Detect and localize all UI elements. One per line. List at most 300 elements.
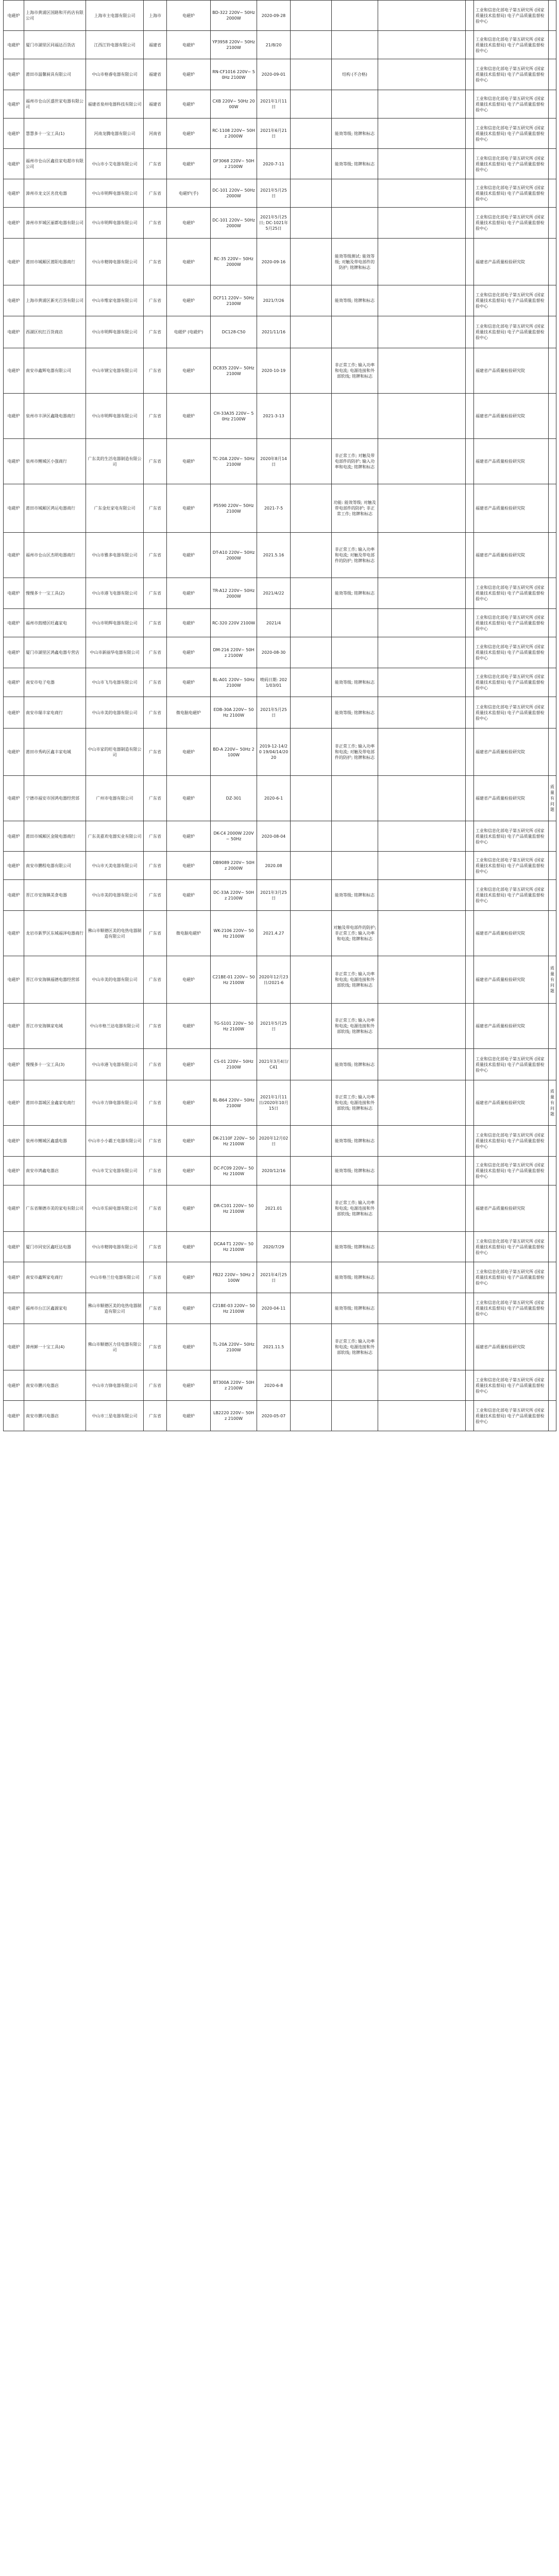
model-spec-cell: CH-33A35 220V~ 50Hz 2100W — [211, 394, 257, 439]
inspection-agency-cell: 工业和信息化部电子第五研究所 (国家质量技术监督局) 电子产品质量监督检验中心 — [474, 697, 549, 728]
product-cell: 电磁炉 — [4, 31, 24, 59]
region-cell: 广东省 — [144, 179, 167, 208]
manufacturer-cell: 中山市乐厨电器有限公司 — [86, 1185, 144, 1232]
product-name-cell: 电磁炉 — [167, 239, 211, 285]
region-cell: 广东省 — [144, 1157, 167, 1185]
seller-cell: 南安市瑞丰家电商行 — [24, 697, 86, 728]
product-name-cell: 电磁炉 — [167, 880, 211, 911]
failed-items-cell: 能效等级; 铭牌和标志 — [332, 880, 378, 911]
remark-cell — [549, 59, 556, 90]
product-name-cell: 电磁炉 — [167, 1370, 211, 1401]
brand-cell — [291, 533, 332, 578]
seller-cell: 上海市黄浦区国路和开药店有限公司 — [24, 1, 86, 31]
blank-cell — [466, 31, 474, 59]
remark-cell — [549, 852, 556, 880]
blank-cell — [466, 880, 474, 911]
brand-cell — [291, 956, 332, 1004]
inspection-agency-cell: 工业和信息化部电子第五研究所 (国家质量技术监督局) 电子产品质量监督检验中心 — [474, 609, 549, 637]
brand-cell — [291, 821, 332, 852]
manufacturer-cell: 广州市电器有限公司 — [86, 776, 144, 821]
blank-cell — [466, 1232, 474, 1262]
seller-cell: 龙岩市新罗区东城福泽电器商行 — [24, 911, 86, 956]
model-spec-cell: DR-C101 220V~ 50Hz 2100W — [211, 1185, 257, 1232]
blank-cell — [466, 1, 474, 31]
region-cell: 广东省 — [144, 956, 167, 1004]
manufacturer-cell: 江西江铃电器有限公司 — [86, 31, 144, 59]
product-name-cell: 电磁炉 — [167, 1049, 211, 1080]
product-name-cell: 电磁炉 — [167, 533, 211, 578]
model-spec-cell: TR-A12 220V~ 50Hz 2000W — [211, 578, 257, 609]
seller-cell: 广东省顺德市美的家电有限公司 — [24, 1185, 86, 1232]
remark-cell — [549, 1293, 556, 1324]
product-name-cell: 电磁炉 — [167, 852, 211, 880]
manufacturer-cell: 中山市维家电器有限公司 — [86, 285, 144, 316]
table-row — [4, 1401, 556, 1431]
failed-items-detail-cell — [378, 1049, 466, 1080]
blank-cell — [466, 439, 474, 484]
product-name-cell: 电磁炉 — [167, 1126, 211, 1157]
manufacturer-cell: 福建省泉州电器科技有限公司 — [86, 90, 144, 118]
brand-cell — [291, 1324, 332, 1370]
inspection-agency-cell: 工业和信息化部电子第五研究所 (国家质量技术监督局) 电子产品质量监督检验中心 — [474, 1232, 549, 1262]
failed-items-detail-cell — [378, 821, 466, 852]
inspection-agency-cell: 福建省产品质量检验研究院 — [474, 239, 549, 285]
table-row — [4, 239, 556, 285]
product-name-cell: 电磁炉 — [167, 1157, 211, 1185]
blank-cell — [466, 956, 474, 1004]
failed-items-detail-cell — [378, 31, 466, 59]
inspection-agency-cell: 工业和信息化部电子第五研究所 (国家质量技术监督局) 电子产品质量监督检验中心 — [474, 578, 549, 609]
model-spec-cell: DB9089 220V~ 50Hz 2000W — [211, 852, 257, 880]
failed-items-cell: 非正常工作; 输入功率和电流; 电源连接和外部软线; 铭牌和标志 — [332, 348, 378, 394]
failed-items-cell — [332, 1401, 378, 1431]
region-cell: 广东省 — [144, 1049, 167, 1080]
production-date-cell: 2020-08-04 — [257, 821, 291, 852]
region-cell: 广东省 — [144, 1004, 167, 1049]
blank-cell — [466, 637, 474, 668]
model-spec-cell: TC-20A 220V~ 50Hz 2100W — [211, 439, 257, 484]
table-row — [4, 484, 556, 533]
product-name-cell: 电磁炉 — [167, 348, 211, 394]
manufacturer-cell: 中山市艾宝电器有限公司 — [86, 1157, 144, 1185]
seller-cell: 厦门市湖里区同福达百货店 — [24, 31, 86, 59]
seller-cell: 晋江市安海镇家电城 — [24, 1004, 86, 1049]
remark-cell — [549, 31, 556, 59]
table-row — [4, 697, 556, 728]
seller-cell: 厦门市同安区鑫旺达电器 — [24, 1232, 86, 1262]
manufacturer-cell: 中山市明辉电器有限公司 — [86, 609, 144, 637]
brand-cell — [291, 118, 332, 149]
remark-cell — [549, 1401, 556, 1431]
blank-cell — [466, 394, 474, 439]
manufacturer-cell: 中山市精铸电器有限公司 — [86, 1232, 144, 1262]
remark-cell — [549, 911, 556, 956]
model-spec-cell: CXB 220V~ 50Hz 2000W — [211, 90, 257, 118]
inspection-agency-cell: 福建省产品质量检验研究院 — [474, 728, 549, 776]
seller-cell: 南安市鑫辉电器有限公司 — [24, 348, 86, 394]
brand-cell — [291, 208, 332, 239]
brand-cell — [291, 1232, 332, 1262]
failed-items-detail-cell — [378, 578, 466, 609]
product-cell: 电磁炉 — [4, 728, 24, 776]
production-date-cell: 2020-6-1 — [257, 776, 291, 821]
blank-cell — [466, 1185, 474, 1232]
model-spec-cell: BL-B64 220V~ 50Hz 2100W — [211, 1080, 257, 1126]
seller-cell: 莆田市城厢区鸿运电器商行 — [24, 484, 86, 533]
product-cell: 电磁炉 — [4, 821, 24, 852]
blank-cell — [466, 484, 474, 533]
seller-cell: 慢慢多十一宝工具(2) — [24, 578, 86, 609]
failed-items-detail-cell — [378, 1401, 466, 1431]
failed-items-detail-cell — [378, 668, 466, 697]
table-row — [4, 728, 556, 776]
brand-cell — [291, 578, 332, 609]
product-cell: 电磁炉 — [4, 90, 24, 118]
remark-cell — [549, 316, 556, 348]
seller-cell: 上海市黄浦区新光百货有限公司 — [24, 285, 86, 316]
failed-items-cell: 非正常工作; 输入功率和电流; 对触及带电部件的防护; 铭牌和标志 — [332, 728, 378, 776]
failed-items-detail-cell — [378, 90, 466, 118]
remark-cell — [549, 439, 556, 484]
remark-cell — [549, 728, 556, 776]
failed-items-detail-cell — [378, 776, 466, 821]
production-date-cell: 2020-10-19 — [257, 348, 291, 394]
remark-cell — [549, 118, 556, 149]
failed-items-detail-cell — [378, 1370, 466, 1401]
remark-cell — [549, 637, 556, 668]
inspection-agency-cell: 工业和信息化部电子第五研究所 (国家质量技术监督局) 电子产品质量监督检验中心 — [474, 59, 549, 90]
failed-items-cell: 对触及带电部件的防护; 非正常工作; 输入功率和电流; 铭牌和标志 — [332, 911, 378, 956]
brand-cell — [291, 1049, 332, 1080]
product-name-cell: 电磁炉 — [167, 728, 211, 776]
failed-items-cell — [332, 637, 378, 668]
product-cell: 电磁炉 — [4, 149, 24, 179]
seller-cell: 晋江市安海镇美食电器 — [24, 880, 86, 911]
production-date-cell: 2021年5月25日; DC-1021年5月25日 — [257, 208, 291, 239]
region-cell: 广东省 — [144, 316, 167, 348]
product-cell: 电磁炉 — [4, 1004, 24, 1049]
manufacturer-cell: 中山市港飞电器有限公司 — [86, 1049, 144, 1080]
product-cell: 电磁炉 — [4, 668, 24, 697]
inspection-agency-cell: 福建省产品质量检验研究院 — [474, 394, 549, 439]
table-row — [4, 285, 556, 316]
inspection-agency-cell: 工业和信息化部电子第五研究所 (国家质量技术监督局) 电子产品质量监督检验中心 — [474, 637, 549, 668]
region-cell: 广东省 — [144, 1126, 167, 1157]
production-date-cell: 2020-09-28 — [257, 1, 291, 31]
seller-cell: 泉州市丰泽区鑫隆电器商行 — [24, 394, 86, 439]
inspection-agency-cell: 工业和信息化部电子第五研究所 (国家质量技术监督局) 电子产品质量监督检验中心 — [474, 668, 549, 697]
remark-cell: 质量有问题 — [549, 956, 556, 1004]
product-cell: 电磁炉 — [4, 59, 24, 90]
model-spec-cell: DC-101 220V~ 50Hz 2000W — [211, 208, 257, 239]
failed-items-detail-cell — [378, 956, 466, 1004]
region-cell: 广东省 — [144, 1185, 167, 1232]
model-spec-cell: C21BE-01 220V~ 50Hz 2100W — [211, 956, 257, 1004]
product-cell: 电磁炉 — [4, 1049, 24, 1080]
blank-cell — [466, 821, 474, 852]
model-spec-cell: BD-322 220V~ 50Hz 2000W — [211, 1, 257, 31]
product-cell: 电磁炉 — [4, 1080, 24, 1126]
product-cell: 电磁炉 — [4, 637, 24, 668]
inspection-agency-cell: 福建省产品质量检验研究院 — [474, 911, 549, 956]
product-cell: 电磁炉 — [4, 239, 24, 285]
production-date-cell: 21/8/20 — [257, 31, 291, 59]
blank-cell — [466, 578, 474, 609]
model-spec-cell: DZ-301 — [211, 776, 257, 821]
inspection-agency-cell: 工业和信息化部电子第五研究所 (国家质量技术监督局) 电子产品质量监督检验中心 — [474, 149, 549, 179]
production-date-cell: 2021年6月21日 — [257, 118, 291, 149]
region-cell: 上海市 — [144, 1, 167, 31]
product-name-cell: 电磁炉 — [167, 668, 211, 697]
production-date-cell: 2021年3月4日/C41 — [257, 1049, 291, 1080]
brand-cell — [291, 911, 332, 956]
failed-items-detail-cell — [378, 1262, 466, 1293]
seller-cell: 南安市鑫辉家电商行 — [24, 1262, 86, 1293]
table-row — [4, 1370, 556, 1401]
production-date-cell: 2020/7/29 — [257, 1232, 291, 1262]
inspection-agency-cell: 福建省产品质量检验研究院 — [474, 1004, 549, 1049]
product-cell: 电磁炉 — [4, 852, 24, 880]
production-date-cell: 2021/7/26 — [257, 285, 291, 316]
inspection-agency-cell: 工业和信息化部电子第五研究所 (国家质量技术监督局) 电子产品质量监督检验中心 — [474, 118, 549, 149]
production-date-cell: 2021.5.16 — [257, 533, 291, 578]
failed-items-detail-cell — [378, 484, 466, 533]
table-row — [4, 1324, 556, 1370]
inspection-agency-cell: 福建省产品质量检验研究院 — [474, 348, 549, 394]
brand-cell — [291, 285, 332, 316]
seller-cell: 慧慧多十一宝工具(1) — [24, 118, 86, 149]
product-cell: 电磁炉 — [4, 316, 24, 348]
product-name-cell: 电磁炉 — [167, 149, 211, 179]
inspection-agency-cell: 福建省产品质量检验研究院 — [474, 956, 549, 1004]
manufacturer-cell: 中山市小小霸王电器有限公司 — [86, 1126, 144, 1157]
region-cell: 广东省 — [144, 1324, 167, 1370]
table-row — [4, 668, 556, 697]
inspection-agency-cell: 工业和信息化部电子第五研究所 (国家质量技术监督局) 电子产品质量监督检验中心 — [474, 179, 549, 208]
failed-items-detail-cell — [378, 1185, 466, 1232]
product-name-cell: 电磁炉 — [167, 439, 211, 484]
production-date-cell: 2021年1月11日/2020年10月15日 — [257, 1080, 291, 1126]
failed-items-cell: 非正常工作; 输入功率和电流; 电源连接和外部软线; 铭牌和标志 — [332, 1324, 378, 1370]
brand-cell — [291, 1157, 332, 1185]
brand-cell — [291, 348, 332, 394]
production-date-cell: 2021/4/22 — [257, 578, 291, 609]
blank-cell — [466, 776, 474, 821]
model-spec-cell: DC835 220V~ 50Hz 2100W — [211, 348, 257, 394]
seller-cell: 福州市仓山区杰明电器商行 — [24, 533, 86, 578]
product-cell: 电磁炉 — [4, 880, 24, 911]
blank-cell — [466, 348, 474, 394]
blank-cell — [466, 59, 474, 90]
region-cell: 河南省 — [144, 118, 167, 149]
inspection-agency-cell: 福建省产品质量检验研究院 — [474, 1080, 549, 1126]
failed-items-detail-cell — [378, 911, 466, 956]
blank-cell — [466, 179, 474, 208]
product-cell: 电磁炉 — [4, 439, 24, 484]
product-cell: 电磁炉 — [4, 394, 24, 439]
region-cell: 广东省 — [144, 1293, 167, 1324]
failed-items-detail-cell — [378, 394, 466, 439]
seller-cell: 莆田市秀屿区鑫丰家电城 — [24, 728, 86, 776]
region-cell: 广东省 — [144, 880, 167, 911]
brand-cell — [291, 697, 332, 728]
failed-items-detail-cell — [378, 439, 466, 484]
brand-cell — [291, 880, 332, 911]
manufacturer-cell: 中山市格睿电器有限公司 — [86, 59, 144, 90]
model-spec-cell: TG-S101 220V~ 50Hz 2100W — [211, 1004, 257, 1049]
remark-cell — [549, 394, 556, 439]
failed-items-cell: 能效等级; 铭牌和标志 — [332, 118, 378, 149]
seller-cell: 莆田市城厢区金陵电器商行 — [24, 821, 86, 852]
seller-cell: 宁德市福安市国鸿电器经营部 — [24, 776, 86, 821]
inspection-agency-cell: 工业和信息化部电子第五研究所 (国家质量技术监督局) 电子产品质量监督检验中心 — [474, 316, 549, 348]
failed-items-cell: 能效等级; 铭牌和标志 — [332, 578, 378, 609]
table-row — [4, 776, 556, 821]
seller-cell: 西湖区杭红百货商店 — [24, 316, 86, 348]
failed-items-detail-cell — [378, 1080, 466, 1126]
failed-items-cell: 能效等级; 铭牌和标志 — [332, 1232, 378, 1262]
failed-items-cell: 能效等级; 铭牌和标志 — [332, 149, 378, 179]
table-row — [4, 149, 556, 179]
failed-items-detail-cell — [378, 179, 466, 208]
product-name-cell: 电磁炉 — [167, 1293, 211, 1324]
production-date-cell: 2020年12月02日 — [257, 1126, 291, 1157]
table-row — [4, 1185, 556, 1232]
manufacturer-cell: 中山市明辉电器有限公司 — [86, 179, 144, 208]
production-date-cell: 2020-08-30 — [257, 637, 291, 668]
blank-cell — [466, 239, 474, 285]
product-name-cell: 电磁炉(手) — [167, 179, 211, 208]
table-row — [4, 1126, 556, 1157]
inspection-agency-cell: 工业和信息化部电子第五研究所 (国家质量技术监督局) 电子产品质量监督检验中心 — [474, 1, 549, 31]
brand-cell — [291, 1126, 332, 1157]
product-cell: 电磁炉 — [4, 1157, 24, 1185]
blank-cell — [466, 1080, 474, 1126]
remark-cell — [549, 1004, 556, 1049]
failed-items-detail-cell — [378, 637, 466, 668]
manufacturer-cell: 佛山市顺德区美的电热电器制造有限公司 — [86, 911, 144, 956]
model-spec-cell: C21BE-03 220V~ 50Hz 2100W — [211, 1293, 257, 1324]
production-date-cell: 2020/12/16 — [257, 1157, 291, 1185]
model-spec-cell: RN-CF1016 220V~ 50Hz 2100W — [211, 59, 257, 90]
manufacturer-cell: 中山市家的旺电器制造有限公司 — [86, 728, 144, 776]
product-name-cell: 电磁炉 — [167, 1080, 211, 1126]
failed-items-cell: 能效等级; 铭牌和标志 — [332, 1157, 378, 1185]
product-name-cell: 电磁炉 — [167, 394, 211, 439]
remark-cell — [549, 578, 556, 609]
manufacturer-cell: 中山市力锋电器有限公司 — [86, 1080, 144, 1126]
inspection-agency-cell: 福建省产品质量检验研究院 — [474, 776, 549, 821]
table-row — [4, 533, 556, 578]
region-cell: 广东省 — [144, 1080, 167, 1126]
product-cell: 电磁炉 — [4, 1401, 24, 1431]
inspection-agency-cell: 福建省产品质量检验研究院 — [474, 1324, 549, 1370]
table-body — [4, 1, 556, 1431]
manufacturer-cell: 中山市天美电器有限公司 — [86, 852, 144, 880]
manufacturer-cell: 上海市主电器有限公司 — [86, 1, 144, 31]
manufacturer-cell: 中山市格兰达电器有限公司 — [86, 1004, 144, 1049]
brand-cell — [291, 90, 332, 118]
product-name-cell: 电磁炉 — [167, 1, 211, 31]
product-cell: 电磁炉 — [4, 1293, 24, 1324]
failed-items-cell: 能效等级; 铭牌和标志 — [332, 668, 378, 697]
blank-cell — [466, 533, 474, 578]
manufacturer-cell: 中山市精铸电器有限公司 — [86, 239, 144, 285]
region-cell: 广东省 — [144, 533, 167, 578]
seller-cell: 慢慢多十一宝工具(3) — [24, 1049, 86, 1080]
production-date-cell: 2021年5月25日 — [257, 1004, 291, 1049]
product-cell: 电磁炉 — [4, 533, 24, 578]
region-cell: 广东省 — [144, 1262, 167, 1293]
manufacturer-cell: 中山市钢宝电器有限公司 — [86, 348, 144, 394]
remark-cell — [549, 149, 556, 179]
brand-cell — [291, 31, 332, 59]
product-cell: 电磁炉 — [4, 1370, 24, 1401]
failed-items-detail-cell — [378, 149, 466, 179]
region-cell: 广东省 — [144, 149, 167, 179]
failed-items-cell: 非正常工作; 输入功率和电流; 电源连接和外部软线; 铭牌和标志 — [332, 1004, 378, 1049]
failed-items-detail-cell — [378, 533, 466, 578]
manufacturer-cell: 广东美嘉欢电器实业有限公司 — [86, 821, 144, 852]
model-spec-cell: FB22 220V~ 50Hz 2100W — [211, 1262, 257, 1293]
manufacturer-cell: 中山市美的电器有限公司 — [86, 697, 144, 728]
product-cell: 电磁炉 — [4, 1, 24, 31]
failed-items-detail-cell — [378, 239, 466, 285]
seller-cell: 漳州市芗城区丽都电器有限公司 — [24, 208, 86, 239]
remark-cell — [549, 285, 556, 316]
production-date-cell: 2021/4 — [257, 609, 291, 637]
production-date-cell: 2021.01 — [257, 1185, 291, 1232]
blank-cell — [466, 118, 474, 149]
region-cell: 广东省 — [144, 852, 167, 880]
table-row — [4, 90, 556, 118]
failed-items-cell — [332, 776, 378, 821]
table-row — [4, 208, 556, 239]
production-date-cell: 2021年1月11日 — [257, 90, 291, 118]
remark-cell — [549, 1049, 556, 1080]
failed-items-cell: 能效等级; 铭牌和标志 — [332, 697, 378, 728]
brand-cell — [291, 728, 332, 776]
table-row — [4, 1004, 556, 1049]
region-cell: 广东省 — [144, 1232, 167, 1262]
product-cell: 电磁炉 — [4, 578, 24, 609]
production-date-cell: 2021年3月25日 — [257, 880, 291, 911]
inspection-agency-cell: 工业和信息化部电子第五研究所 (国家质量技术监督局) 电子产品质量监督检验中心 — [474, 285, 549, 316]
seller-cell: 泉州市鲤城区小强商行 — [24, 439, 86, 484]
failed-items-detail-cell — [378, 1004, 466, 1049]
model-spec-cell: P5590 220V~ 50Hz 2100W — [211, 484, 257, 533]
seller-cell: 晋江市安海镇福德电器经营部 — [24, 956, 86, 1004]
remark-cell — [549, 1, 556, 31]
failed-items-cell: 非正常工作; 输入功率和电流; 电源连接和外部软线; 铭牌和标志 — [332, 1185, 378, 1232]
region-cell: 广东省 — [144, 1370, 167, 1401]
product-cell: 电磁炉 — [4, 179, 24, 208]
product-name-cell: 电磁炉 — [167, 1185, 211, 1232]
model-spec-cell: BD-A 220V~ 50Hz 2100W — [211, 728, 257, 776]
manufacturer-cell: 中山市港飞电器有限公司 — [86, 578, 144, 609]
inspection-agency-cell: 工业和信息化部电子第五研究所 (国家质量技术监督局) 电子产品质量监督检验中心 — [474, 1401, 549, 1431]
model-spec-cell: RC-1108 220V~ 50Hz 2000W — [211, 118, 257, 149]
failed-items-detail-cell — [378, 348, 466, 394]
production-date-cell: 喷码日期: 2021/03/01 — [257, 668, 291, 697]
failed-items-cell: 能效等级; 铭牌和标志 — [332, 285, 378, 316]
remark-cell — [549, 668, 556, 697]
seller-cell: 莆田市温馨厨具有限公司 — [24, 59, 86, 90]
product-cell: 电磁炉 — [4, 1324, 24, 1370]
model-spec-cell: BT300A 220V~ 50Hz 2100W — [211, 1370, 257, 1401]
inspection-agency-cell: 工业和信息化部电子第五研究所 (国家质量技术监督局) 电子产品质量监督检验中心 — [474, 821, 549, 852]
production-date-cell: 2021.4.27 — [257, 911, 291, 956]
